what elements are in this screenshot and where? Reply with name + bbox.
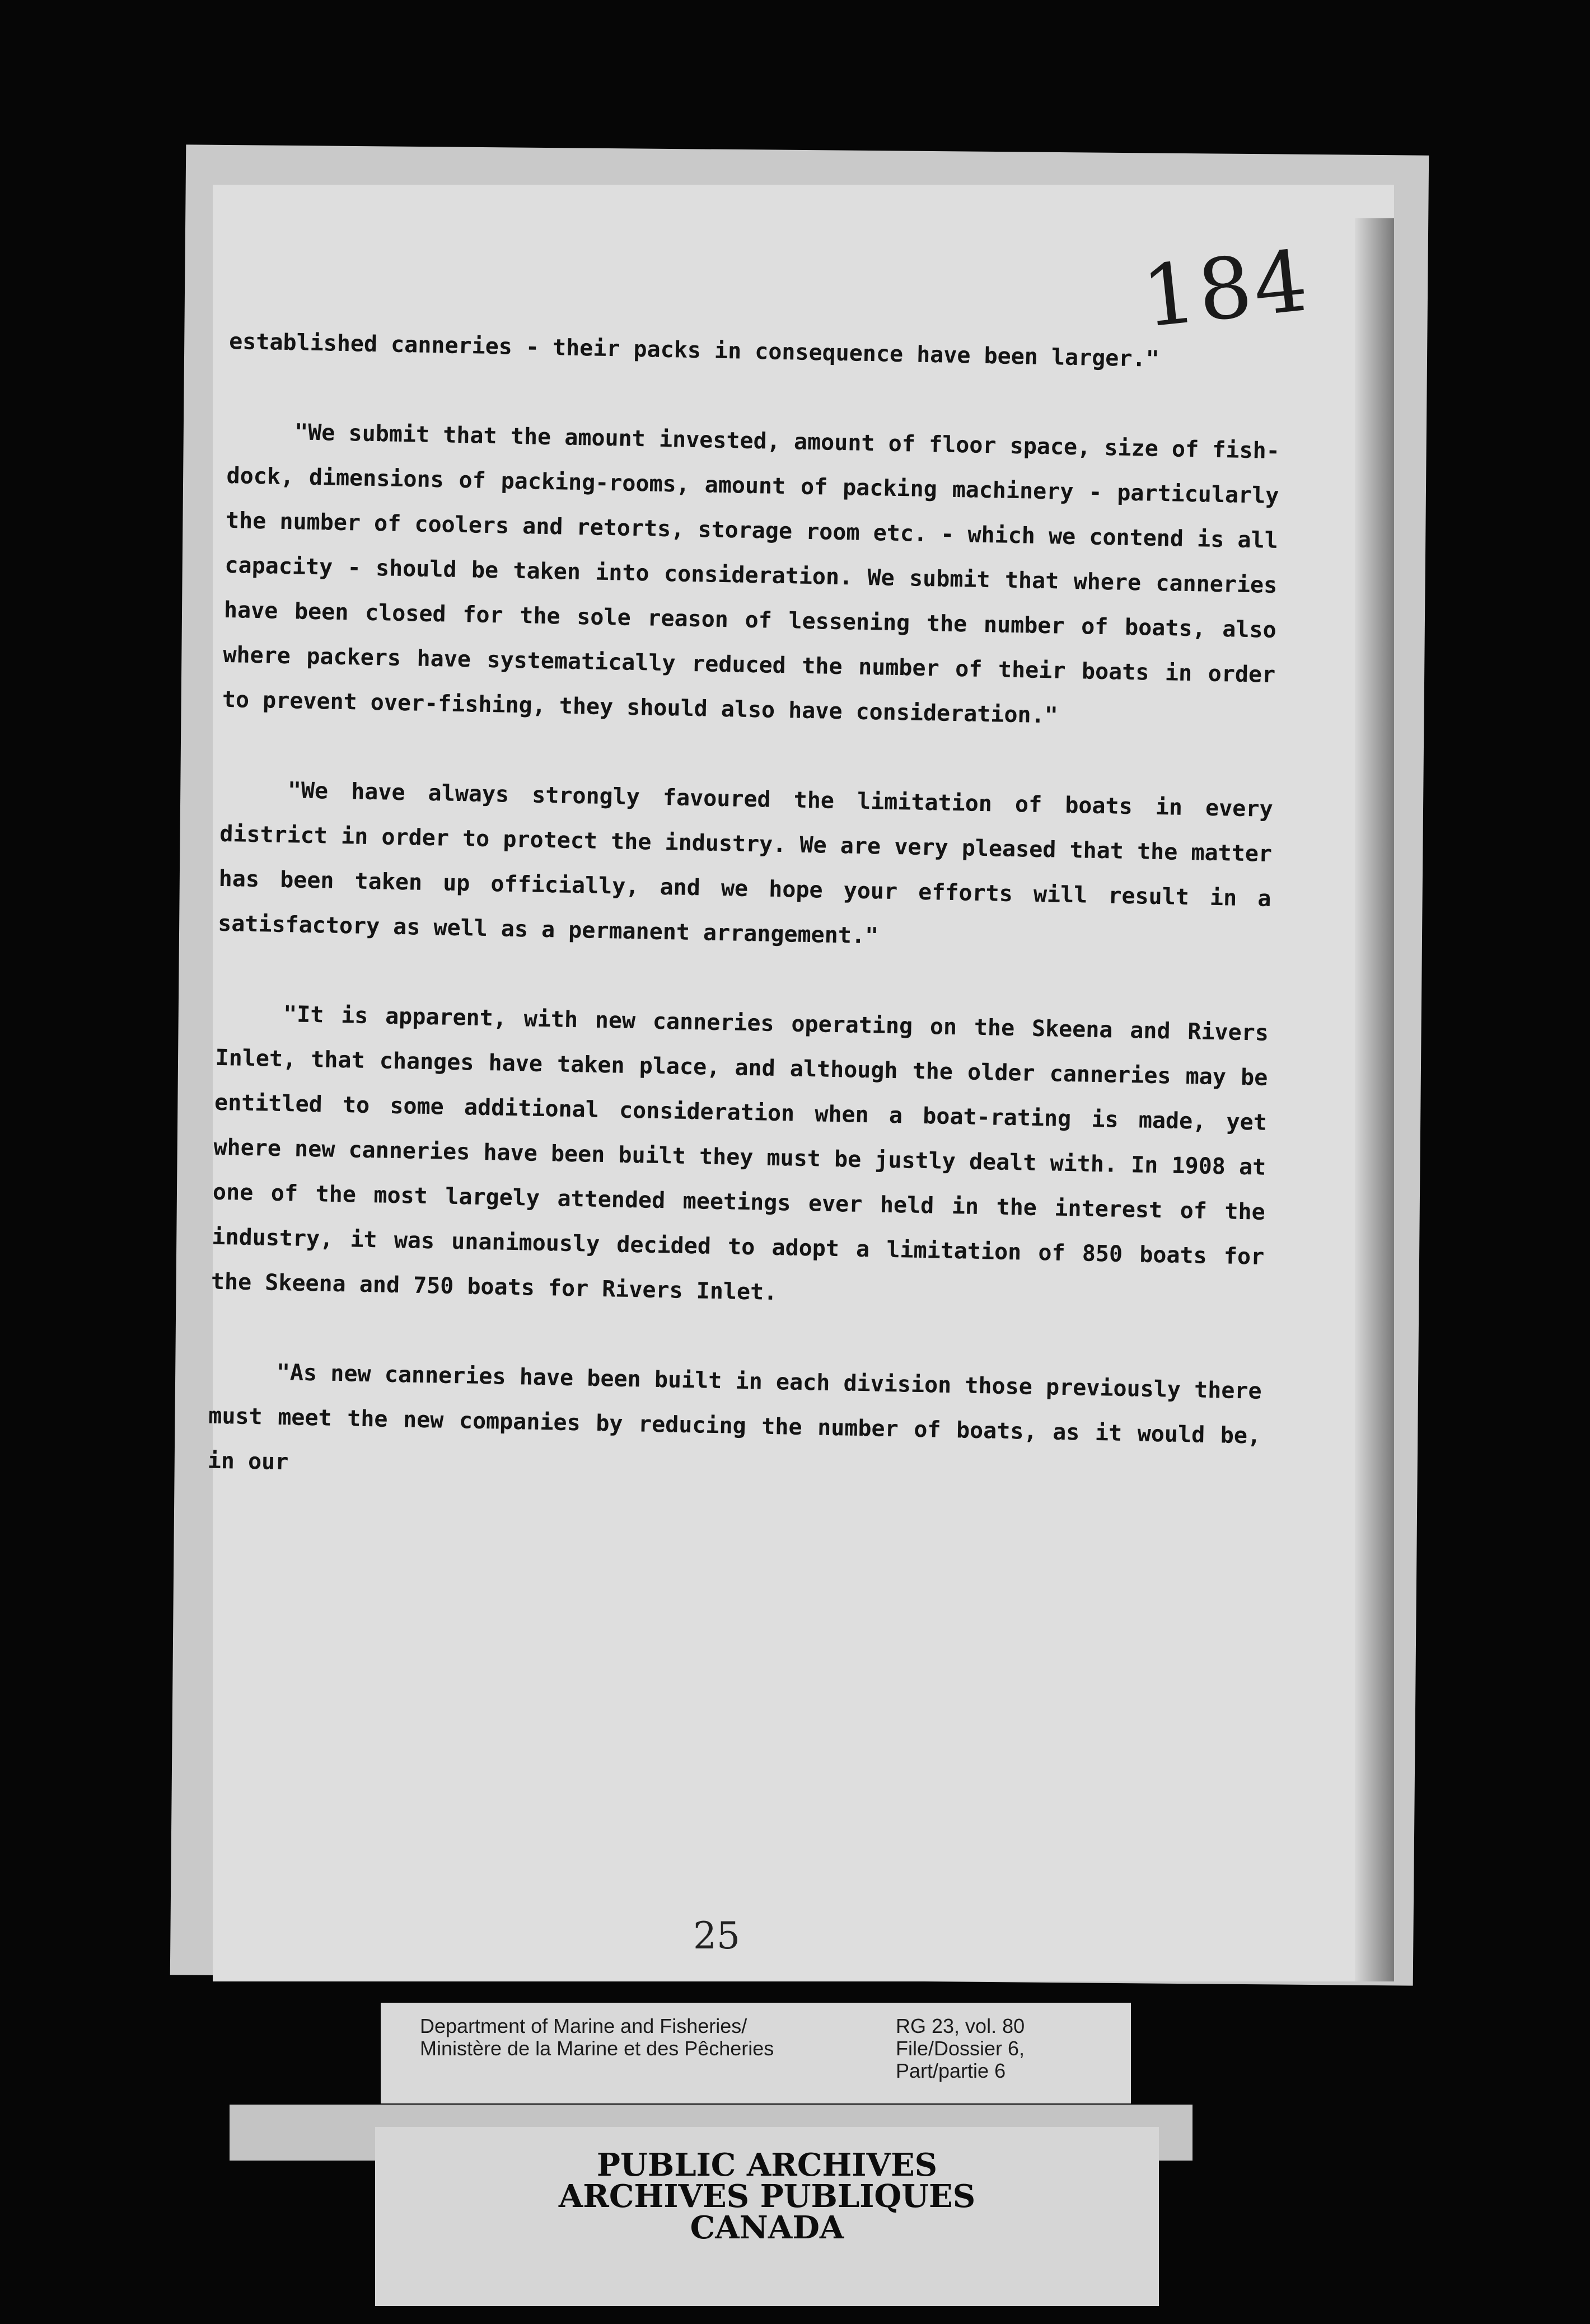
page-number: 25	[693, 1914, 740, 1957]
public-archives-stamp	[375, 2127, 1159, 2306]
file-number: File/Dossier 6,	[896, 2037, 1025, 2060]
paragraph-5: "As new canneries have been built in each division those previously there must meet the new companies by reducing the number of boats, as it would be, in our	[207, 1359, 1262, 1475]
folio-number: 184	[1138, 232, 1315, 347]
stamp-line-1: PUBLIC ARCHIVES	[596, 2147, 938, 2184]
department-french: Ministère de la Marine et des Pêcheries	[420, 2037, 774, 2060]
document-body	[207, 319, 1282, 1548]
stamp-line-2: ARCHIVES PUBLIQUES	[558, 2178, 976, 2215]
paragraph-2: "We submit that the amount invested, amount of floor space, size of fish-dock, dimensions of packing-rooms, amount of packing machinery - particularly the number of coolers and retorts, storage room etc. - which we contend is all capacity - should be taken into consideration. We submit that where canneries have been closed for the sole reason of lessening the number of boats, also where packers have systematically reduced the number of their boats in order to prevent over-fishing, they should also have consideration."	[222, 419, 1280, 729]
department-english: Department of Marine and Fisheries/	[420, 2014, 747, 2037]
archive-reference-label	[381, 2003, 1131, 2103]
paragraph-3: "We have always strongly favoured the limitation of boats in every district in order to protect the industry. We are very pleased that the matter has been taken up officially, and we hope your efforts will result in a satisfactory as well as a permanent arrangement."	[217, 777, 1273, 949]
part-number: Part/partie 6	[896, 2059, 1006, 2082]
reference-block	[896, 2015, 1120, 2082]
department-block	[420, 2015, 857, 2060]
paragraph-1: established canneries - their packs in consequence have been larger."	[228, 328, 1160, 372]
stamp-text	[375, 2147, 1159, 2246]
stamp-line-3: CANADA	[690, 2209, 844, 2246]
paragraph-4: "It is apparent, with new canneries operating on the Skeena and Rivers Inlet, that changes have taken place, and although the older canneries may be entitled to some additional consideration when a boat-rating is made, yet where new canneries have been built they must be justly dealt with. In 1908 at one of the most largely attended meetings ever held in the interest of the industry, it was unanimously decided to adopt a limitation of 850 boats for the Skeena and 750 boats for Rivers Inlet.	[211, 1001, 1269, 1306]
record-group: RG 23, vol. 80	[896, 2014, 1025, 2037]
